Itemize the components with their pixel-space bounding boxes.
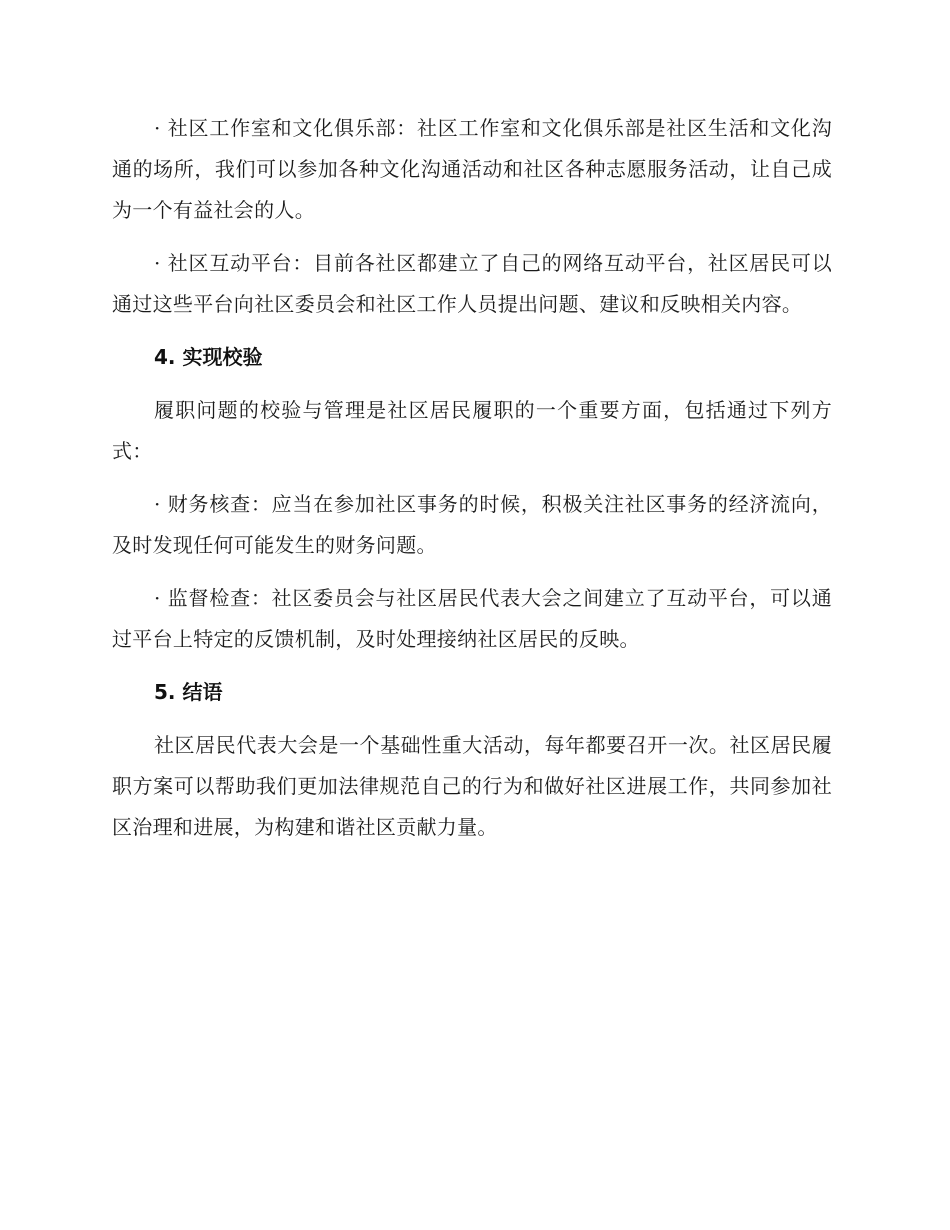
bullet-paragraph-supervision: · 监督检查：社区委员会与社区居民代表大会之间建立了互动平台，可以通过平台上特定的反馈机制，及时处理接纳社区居民的反映。	[112, 586, 832, 651]
bullet-paragraph-community-studio: · 社区工作室和文化俱乐部：社区工作室和文化俱乐部是社区生活和文化沟通的场所，我们可以参加各种文化沟通活动和社区各种志愿服务活动，让自己成为一个有益社会的人。	[112, 116, 832, 222]
section-heading-conclusion: 5. 结语	[154, 680, 223, 704]
paragraph-conclusion: 社区居民代表大会是一个基础性重大活动，每年都要召开一次。社区居民履职方案可以帮助我们更加法律规范自己的行为和做好社区进展工作，共同参加社区治理和进展，为构建和谐社区贡献力量。	[112, 733, 832, 839]
document-body	[112, 108, 832, 860]
bullet-paragraph-financial-check: · 财务核查：应当在参加社区事务的时候，积极关注社区事务的经济流向，及时发现任何可能发生的财务问题。	[112, 492, 832, 557]
paragraph-verification-intro: 履职问题的校验与管理是社区居民履职的一个重要方面，包括通过下列方式：	[112, 398, 832, 463]
bullet-paragraph-interaction-platform: · 社区互动平台：目前各社区都建立了自己的网络互动平台，社区居民可以通过这些平台向社区委员会和社区工作人员提出问题、建议和反映相关内容。	[112, 251, 832, 316]
section-heading-verification: 4. 实现校验	[154, 345, 263, 369]
